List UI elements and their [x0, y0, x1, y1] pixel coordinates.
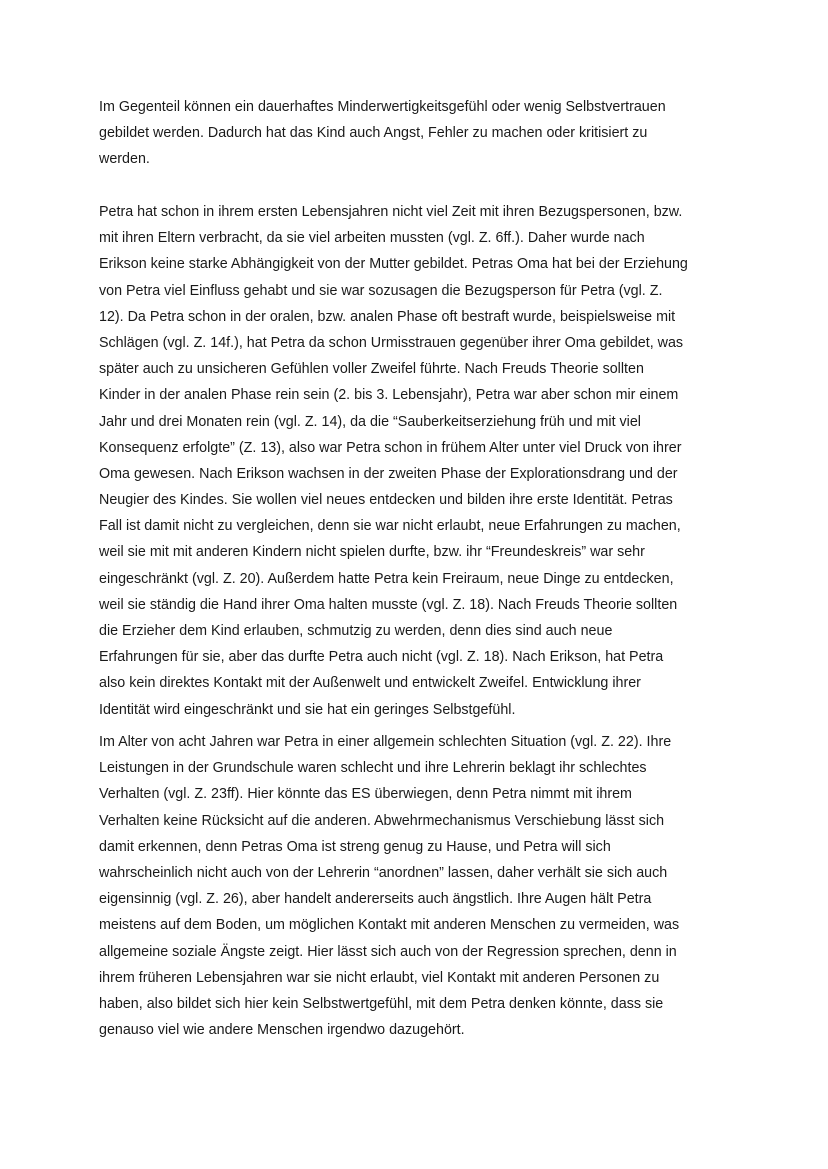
paragraph-early-childhood	[99, 199, 737, 723]
paragraph-school-age	[99, 729, 737, 1043]
text-line: Petra hat schon in ihrem ersten Lebensjahren nicht viel Zeit mit ihren Bezugspersonen, bzw.	[99, 204, 683, 220]
text-line: meistens auf dem Boden, um möglichen Kontakt mit anderen Menschen zu vermeiden, was	[99, 917, 680, 934]
text-line: Neugier des Kindes. Sie wollen viel neues entdecken und bilden ihre erste Identität. Petras	[99, 492, 673, 509]
text-line: Im Alter von acht Jahren war Petra in einer allgemein schlechten Situation (vgl. Z. 22). Ihre	[99, 734, 672, 750]
text-line: allgemeine soziale Ängste zeigt. Hier lässt sich auch von der Regression sprechen, denn in	[99, 943, 677, 960]
text-line: Erikson keine starke Abhängigkeit von der Mutter gebildet. Petras Oma hat bei der Erziehung	[99, 256, 688, 273]
text-line: wahrscheinlich nicht auch von der Lehrerin “anordnen” lassen, daher verhält sie sich auch	[99, 864, 668, 881]
text-line: weil sie ständig die Hand ihrer Oma halten musste (vgl. Z. 18). Nach Freuds Theorie sollten	[99, 596, 678, 613]
text-line: die Erzieher dem Kind erlauben, schmutzig zu werden, denn dies sind auch neue	[99, 623, 613, 639]
text-line: eigensinnig (vgl. Z. 26), aber handelt andererseits auch ängstlich. Ihre Augen hält Petra	[99, 891, 652, 908]
text-line: haben, also bildet sich hier kein Selbstwertgefühl, mit dem Petra denken könnte, dass sie	[99, 995, 664, 1012]
text-line: Leistungen in der Grundschule waren schlecht und ihre Lehrerin beklagt ihr schlechtes	[99, 760, 647, 777]
text-line: Fall ist damit nicht zu vergleichen, denn sie war nicht erlaubt, neue Erfahrungen zu machen,	[99, 518, 681, 535]
text-line: Identität wird eingeschränkt und sie hat ein geringes Selbstgefühl.	[99, 701, 516, 718]
text-line: Im Gegenteil können ein dauerhaftes Minderwertigkeitsgefühl oder wenig Selbstvertrauen	[99, 99, 666, 115]
paragraph-intro	[99, 94, 737, 173]
text-line: Verhalten (vgl. Z. 23ff). Hier könnte das ES überwiegen, denn Petra nimmt mit ihrem	[99, 786, 632, 803]
text-line: Oma gewesen. Nach Erikson wachsen in der zweiten Phase der Explorationsdrang und der	[99, 465, 678, 482]
text-line: von Petra viel Einfluss gehabt und sie war sozusagen die Bezugsperson für Petra (vgl. Z.	[99, 282, 663, 299]
text-line: genauso viel wie andere Menschen irgendwo dazugehört.	[99, 1022, 465, 1039]
text-line: Jahr und drei Monaten rein (vgl. Z. 14), da die “Sauberkeitserziehung früh und mit viel	[99, 413, 641, 430]
text-line: später auch zu unsicheren Gefühlen voller Zweifel führte. Nach Freuds Theorie sollten	[99, 361, 644, 378]
text-line: eingeschränkt (vgl. Z. 20). Außerdem hatte Petra kein Freiraum, neue Dinge zu entdecken,	[99, 570, 674, 587]
text-line: Konsequenz erfolgte” (Z. 13), also war Petra schon in frühem Alter unter viel Druck von ihrer	[99, 439, 682, 456]
text-line: mit ihren Eltern verbracht, da sie viel arbeiten mussten (vgl. Z. 6ff.). Daher wurde nach	[99, 230, 645, 247]
text-line: Verhalten keine Rücksicht auf die anderen. Abwehrmechanismus Verschiebung lässt sich	[99, 812, 665, 829]
text-line: ihrem früheren Lebensjahren war sie nicht erlaubt, viel Kontakt mit anderen Personen zu	[99, 969, 660, 986]
text-line: gebildet werden. Dadurch hat das Kind auch Angst, Fehler zu machen oder kritisiert zu	[99, 125, 648, 142]
text-line: weil sie mit mit anderen Kindern nicht spielen durfte, bzw. ihr “Freundeskreis” war sehr	[99, 544, 645, 561]
text-line: also kein direktes Kontakt mit der Außenwelt und entwickelt Zweifel. Entwicklung ihrer	[99, 675, 641, 692]
text-line: Kinder in der analen Phase rein sein (2. bis 3. Lebensjahr), Petra war aber schon mir einem	[99, 387, 679, 404]
text-line: Erfahrungen für sie, aber das durfte Petra auch nicht (vgl. Z. 18). Nach Erikson, hat Petra	[99, 649, 664, 666]
text-line: Schlägen (vgl. Z. 14f.), hat Petra da schon Urmisstrauen gegenüber ihrer Oma gebildet, was	[99, 334, 684, 351]
text-line: 12). Da Petra schon in der oralen, bzw. analen Phase oft bestraft wurde, beispielsweise mit	[99, 308, 676, 325]
text-line: werden.	[99, 151, 150, 168]
text-line: damit erkennen, denn Petras Oma ist streng genug zu Hause, und Petra will sich	[99, 838, 611, 855]
